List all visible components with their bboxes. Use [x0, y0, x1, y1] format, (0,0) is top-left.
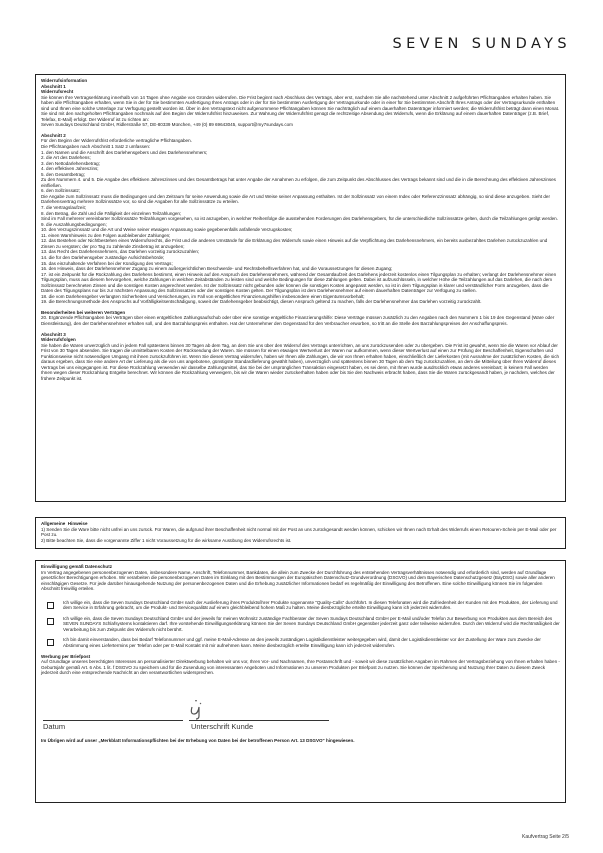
section2-paragraph: 2) Bitte beachten Sie, dass die vorgenannte Ziffer 1 nicht Voraussetzung für die wirksame Ausübung des Widerrufsrechts ist.	[41, 537, 292, 543]
consent-text-logistics: Ich bin damit einverstanden, dass bei Bedarf Telefonnummer und ggf. meine E-Mail-Adresse an den jeweils zuständigen Logistikdienstleister weitergegeben wird, damit der Logistikdienstleister vor der Zustellung der Ware zum Zwecke der Abstimmung eines Liefertermins per Telefon oder per E-Mail Kontakt mit mir aufnehmen kann. Meine diesbezüglich erteilte Einwilligung kann ich jederzeit widerrufen.	[63, 637, 542, 649]
signature-pen-icon	[189, 698, 205, 720]
section1-paragraph: Für den Beginn der Widerrufsfrist erforderliche vertragliche Pflichtangaben.	[41, 138, 192, 144]
section1-paragraph: Die Pflichtangaben nach Abschnitt 1 Satz 2 umfassen:	[41, 144, 151, 150]
section1-paragraph: 12. das Bestehen oder Nichtbestehen eines Widerrufsrechts, die Frist und die anderen Umstände für die Erklärung des Widerrufs sowie einen Hinweis auf die Verpflichtung des Darlehensnehmers, ein bereits ausbezahltes Darlehen zurückzuzahlen und Zinsen zu vergüten; der pro Tag zu zahlende Zinsbetrag ist anzugeben;	[41, 238, 549, 249]
section1-heading: Abschnitt 2	[41, 132, 66, 138]
section1-paragraph: 17. ist ein Zeitpunkt für die Rückzahlung des Darlehens bestimmt, einen Hinweis auf den Anspruch des Darlehensnehmers, während der Gesamtlaufzeit des Darlehens jederzeit kostenlos einen Tilgungsplan zu erhalten; verlangt der Darlehensnehmer einen Tilgungsplan, muss aus diesem hervorgehen, welche Zahlungen in welchen Zeitabständen zu leisten sind und welche Bedingungen für diese Zahlungen gelten. Dabei ist aufzuschlüsseln, in welcher Höhe die Teilzahlungen auf das Darlehen, die nach dem Sollzinssatz berechneten Zinsen und die sonstigen Kosten angerechnet werden. Ist der Sollzinssatz nicht gebunden oder können die sonstigen Kosten angepasst werden, so ist in dem Tilgungsplan in klarer und verständlicher Form anzugeben, dass die Daten des Tilgungsplans nur bis zur nächsten Anpassung des Sollzinssatzes oder der sonstigen Kosten gelten. Der Tilgungsplan ist dem Darlehensnehmer auf einem dauerhaften Datenträger zur Verfügung zu stellen.	[41, 271, 558, 294]
privacy-consent-box	[35, 560, 566, 803]
section1-heading: Widerrufsrecht	[41, 89, 74, 95]
section1-paragraph: 8. den Betrag, die Zahl und die Fälligkeit der einzelnen Teilzahlungen;	[41, 210, 182, 216]
section1-paragraph: 16. den Hinweis, dass der Darlehensnehmer Zugang zu einem außergerichtlichen Beschwerde- und Rechtsbehelfsverfahren hat, und die Voraussetzungen für diesen Zugang;	[41, 266, 393, 272]
section1-paragraph: 5. den Gesamtbetrag;	[41, 171, 85, 177]
section1-paragraph: Die Angabe zum Sollzinssatz muss die Bedingungen und den Zeitraum für seine Anwendung sowie die Art und Weise seiner Anpassung enthalten. Ist der Sollzinssatz von einem Index oder Referenzzinssatz abhängig, so sind diese anzugeben. Sieht der Darlehensvertrag mehrere Sollzinssätze vor, so sind die Angaben für alle Sollzinssätze zu erteilen.	[41, 193, 552, 205]
privacy-intro: Im Vertrag angegebenen personenbezogenen Daten, insbesondere Name, Anschrift, Telefonnummer, Bankdaten, die allein zum Zwecke der Durchführung des entstehenden Vertragsverhältnisses notwendig und erforderlich sind, werden auf Grundlage gesetzlicher Berechtigungen erhoben. Wir verarbeiten die personenbezogenen Daten im Einklang mit den Bestimmungen der Europäischen Datenschutz-Grundverordnung (DSGVO) und dem Bayerischen Datenschutzgesetz (BayDSG) sowie aller anderen einschlägigen Gesetze. Für jede darüber hinausgehende Nutzung der personenbezogenen Daten und die Erhebung zusätzlicher Informationen bedarf es regelmäßig der Einwilligung des Betroffenen. Eine solche Einwilligung können Sie im folgenden Abschnitt freiwillig erteilen.	[41, 569, 557, 592]
section1-paragraph: 3. den Nettodarlehensbetrag;	[41, 160, 100, 166]
section1-paragraph: 13. das Recht des Darlehensnehmers, das Darlehen vorzeitig zurückzuzahlen;	[41, 249, 200, 255]
withdrawal-info-box	[35, 74, 566, 502]
signature-row	[41, 696, 560, 738]
consent-checkbox-logistics[interactable]	[47, 639, 54, 646]
section1-paragraph: 4. den effektiven Jahreszins;	[41, 166, 99, 172]
section1-heading: Abschnitt 1	[41, 83, 66, 89]
section1-paragraph: 19. die Berechnungsmethode des Anspruchs auf Vorfälligkeitsentschädigung, soweit der Darlehensgeber beabsichtigt, diesen Anspruch geltend zu machen, falls der Darlehensnehmer das Darlehen vorzeitig zurückzahlt.	[41, 299, 482, 305]
section1-paragraph: 20. Ergänzende Pflichtangaben bei Verträgen über einen entgeltlichen Zahlungsaufschub oder über eine sonstige entgeltliche Finanzierungshilfe: Diese Verträge müssen zusätzlich zu den Angaben nach den Nummern 1 bis 19 den Gegenstand (Ware oder Dienstleistung), den der Darlehensnehmer erhalten soll, und den Barzahlungspreis enthalten. Hat der Unternehmer den Gegenstand für den Verbraucher erworben, so tritt an die Stelle des Barzahlungspreises der Anschaffungspreis.	[41, 315, 556, 326]
consent-text-quality-calls: Ich willige ein, dass die Seven Sundays Deutschland GmbH nach der Auslieferung ihres Produkts/ihrer Produkte sogenannte "Quality-Calls" durchführt. In diesen Telefonaten wird die Zufriedenheit der Kunden mit den Produkten, der Lieferung und dem Service in Erfahrung gebracht, um die Produkt- und Servicequalität auf einem gleichbleibend hohem Maß zu halten. Meine diesbezügliche erteilte Einwilligung kann ich jederzeit widerrufen.	[63, 599, 559, 611]
section1-heading: Widerrufsfolgen	[41, 337, 76, 343]
section1-paragraph: 14. die für den Darlehensgeber zuständige Aufsichtsbehörde;	[41, 254, 165, 260]
consent-checkbox-quality-calls[interactable]	[47, 602, 54, 609]
consent-option-quality-calls	[41, 600, 560, 611]
section1-paragraph: 15. das einzuhaltende Verfahren bei der Kündigung des Vertrags;	[41, 260, 173, 266]
section1-paragraph: 9. die Auszahlungsbedingungen;	[41, 221, 107, 227]
section1-paragraph: Sind im Fall mehrerer vereinbarter Sollzinssätze Teilzahlungen vorgesehen, so ist anzugeben, in welcher Reihenfolge die ausstehenden Forderungen des Darlehensgebers, für die unterschiedliche Sollzinssätze gelten, durch die Teilzahlungen getilgt werden.	[41, 216, 558, 222]
page-footer: Kaufvertrag Seite 2/5	[522, 834, 569, 840]
info-sheet-note: Im Übrigen wird auf unser „Merkblatt Informationspflichten bei der Erhebung von Daten bei der betroffenen Person Art. 13 DSGVO" hingewiesen.	[41, 737, 355, 743]
signature-label: Unterschrift Kunde	[191, 721, 254, 731]
section1-paragraph: 2. die Art des Darlehens;	[41, 155, 91, 161]
section1-paragraph: 11. einen Warnhinweis zu den Folgen ausbleibender Zahlungen;	[41, 232, 171, 238]
section1-paragraph: 18. die vom Darlehensgeber verlangten Sicherheiten und Versicherungen, im Fall von entgeltlichen Finanzierungshilfen insbesondere einen Eigentumsvorbehalt;	[41, 293, 365, 299]
section1-paragraph: 1. den Namen und die Anschrift des Darlehensgebers und des Darlehensnehmers;	[41, 149, 208, 155]
section2-paragraph: 1) Senden Sie die Ware bitte nicht unfrei an uns zurück. Für Waren, die aufgrund ihrer Beschaffenheit nicht normal mit der Post an uns zurückgesandt werden können, schicken wir Ihnen nach Erhalt des Widerrufs einen Retouren-Schein per E-Mail oder per Post zu.	[41, 526, 558, 538]
section1-paragraph: Sie haben die Waren unverzüglich und in jedem Fall spätestens binnen 30 Tagen ab dem Tag, an dem Sie uns über den Widerruf des Vertrags unterrichten, an uns zurückzusenden oder zu übergeben. Die Frist ist gewahrt, wenn Sie die Waren vor Ablauf der Frist von 30 Tagen absenden. Sie tragen die unmittelbaren Kosten der Rücksendung der Waren. Sie müssen für einen etwaigen Wertverlust der Waren nur aufkommen, wenn dieser Wertverlust auf einen zur Prüfung der Beschaffenheit, Eigenschaften und Funktionsweise nicht notwendigen Umgang mit ihnen zurückzuführen ist. Wenn Sie diesen Vertrag widerrufen, haben wir Ihnen alle Zahlungen, die wir von Ihnen erhalten haben, einschließlich der Lieferkosten (mit Ausnahme der zusätzlichen Kosten, die sich daraus ergeben, dass Sie eine andere Art der Lieferung als die von uns angebotene, günstigste Standardlieferung gewählt haben), unverzüglich und spätestens binnen 30 Tagen ab dem Tag zurückzuzahlen, an dem die Mitteilung über Ihren Widerruf dieses Vertrags bei uns eingegangen ist. Für diese Rückzahlung verwenden wir dasselbe Zahlungsmittel, das Sie bei der ursprünglichen Transaktion eingesetzt haben, es sei denn, mit Ihnen wurde ausdrücklich etwas anderes vereinbart; in keinem Fall werden Ihnen wegen dieser Rückzahlung Entgelte berechnet. Wir können die Rückzahlung verweigern, bis wir die Waren wieder zurückerhalten haben oder bis Sie den Nachweis erbracht haben, dass Sie die Waren zurückgesandt haben, je nachdem, welches der frühere Zeitpunkt ist.	[41, 342, 561, 381]
consent-option-logistics	[41, 637, 560, 648]
section1-paragraph: Seven Sundays Deutschland GmbH, Ridlerstraße 57, DE-80339 München, +49 (0) 89 69643045, support@my7sundays.com	[41, 122, 293, 128]
date-label: Datum	[43, 721, 66, 731]
section1-heading: Widerrufsinformation	[41, 78, 88, 83]
ad-title: Werbung per Briefpost	[41, 653, 91, 659]
section1-paragraph: 7. die Vertragslaufzeit;	[41, 205, 86, 211]
consent-option-marketing	[41, 616, 560, 633]
section1-paragraph: 10. den Verzugszinssatz und die Art und Weise seiner etwaigen Anpassung sowie gegebenenfalls anfallende Verzugskosten;	[41, 227, 293, 233]
section2-heading: Allgemeine Hinweise	[41, 521, 88, 526]
general-notes-box	[35, 517, 566, 549]
section1-heading: Besonderheiten bei weiteren Verträgen	[41, 309, 126, 315]
section1-paragraph: Zu den Nummern 4. und 5. Die Angabe des effektiven Jahreszinses und des Gesamtbetrags hat unter Angabe der Annahmen zu erfolgen, die zum Zeitpunkt des Abschlusses des Vertrags bekannt sind und die in die Berechnung des effektiven Jahreszinses einfließen.	[41, 177, 558, 188]
consent-text-marketing: Ich willige ein, dass die Seven Sundays Deutschland GmbH und der jeweils für meinen Wohnsitz zuständige Fachberater der Seven Sundays Deutschland GmbH per E-Mail und/oder Telefon zur Bewerbung von Produkten aus dem Bereich des SEVEN SUNDAYS Schlafsystems kontaktieren darf. Ihre vorstehende Einwilligungserklärung können Sie der Seven Sundays Deutschland GmbH gegenüber jederzeit ganz oder teilweise widerrufen. Durch den Widerruf wird die Rechtmäßigkeit der Verarbeitung bis zum Zeitpunkt des Widerrufs nicht berührt.	[63, 615, 562, 632]
section1-paragraph: 6. den Sollzinssatz;	[41, 188, 81, 194]
section1-paragraph: Sie können Ihre Vertragserklärung innerhalb von 14 Tagen ohne Angabe von Gründen widerrufen. Die Frist beginnt nach Abschluss des Vertrags, aber erst, nachdem Sie alle nachstehend unter Abschnitt 2 aufgeführten Pflichtangaben erhalten haben. Sie haben alle Pflichtangaben erhalten, wenn Sie in der für Sie bestimmten Ausfertigung Ihres Antrags oder in der für Sie bestimmten Ausfertigung der Vertragsurkunde oder in einer für Sie bestimmten Abschrift Ihres Antrags oder der Vertragsurkunde enthalten sind und Ihnen eine solche Unterlage zur Verfügung gestellt worden ist. Über in den Vertragstext nicht aufgenommene Pflichtangaben können Sie nachträglich auf einem dauerhaften Datenträger informiert werden; die Widerrufsfrist beträgt dann einen Monat. Sie sind mit den nachgeholten Pflichtangaben nochmals auf den Beginn der Widerrufsfrist hinzuweisen. Zur Wahrung der Widerrufsfrist genügt die rechtzeitige Absendung des Widerrufs, wenn die Erklärung auf einem dauerhaften Datenträger (z.B. Brief, Telefax, E-Mail) erfolgt. Der Widerruf ist zu richten an:	[41, 94, 561, 122]
ad-text: Auf Grundlage unseres berechtigten Interesses an personalisierter Direktwerbung behalten wir uns vor, Ihren Vor- und Nachnamen, Ihre Postanschrift und - soweit wir diese zusätzlichen Angaben im Rahmen der Vertragsbeziehung von Ihnen erhalten haben - Geburtsjahr gemäß Art. 6 Abs. 1 lit. f DSGVO zu speichern und für die Zusendung von interessanten Angeboten und Informationen zu unseren Produkten per Briefpost zu nutzen. Sie können der Speicherung und Nutzung Ihrer Daten zu diesem Zweck jederzeit durch eine entsprechende Nachricht an den verantwortlichen widersprechen.	[41, 659, 562, 676]
signature-line[interactable]	[189, 720, 329, 721]
consent-checkbox-marketing[interactable]	[47, 618, 54, 625]
privacy-title: Einwilligung gemäß Datenschutz	[41, 564, 112, 569]
section1-heading: Abschnitt 3	[41, 331, 66, 337]
brand-logo: SEVEN SUNDAYS	[392, 36, 571, 52]
date-line[interactable]	[43, 720, 183, 721]
